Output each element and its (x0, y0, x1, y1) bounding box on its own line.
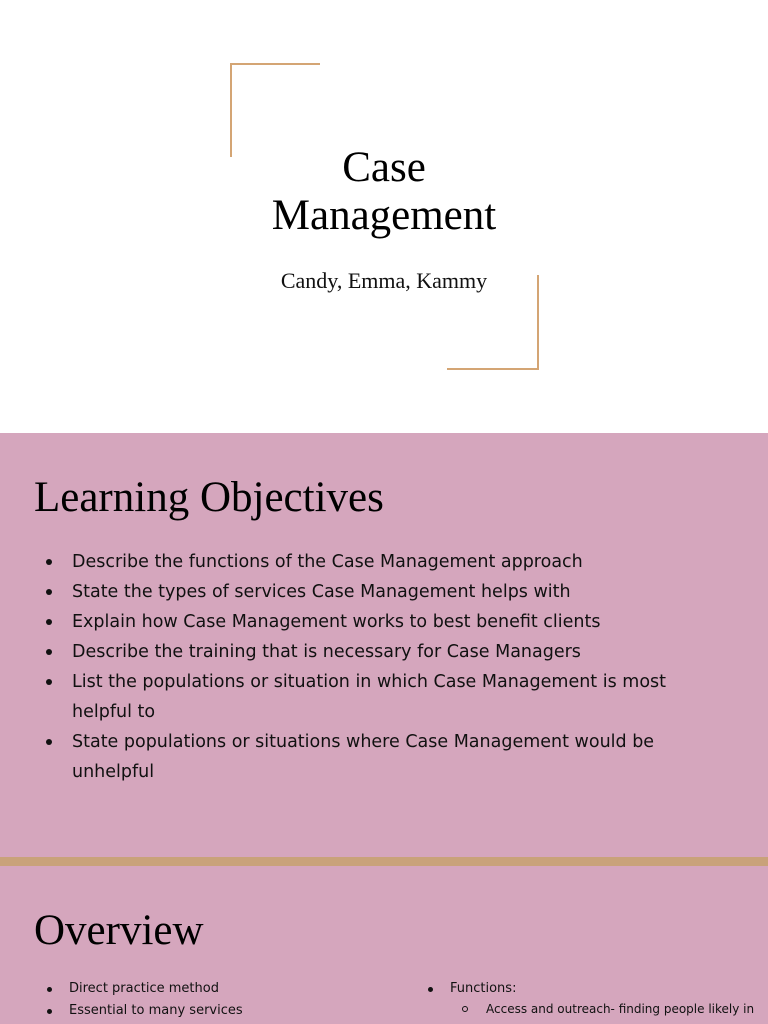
slide-heading: Learning Objectives (34, 474, 384, 521)
presentation-title (0, 144, 768, 240)
decorative-corner-top-left (230, 63, 320, 157)
slide-divider (0, 857, 768, 866)
list-item (425, 978, 754, 1018)
functions-sublist (450, 1000, 754, 1018)
list-item: Explain how Case Management works to best benefit clients (40, 607, 710, 637)
title-line-2: Management (271, 192, 497, 239)
slide-heading: Overview (34, 907, 204, 954)
overview-left-list (44, 978, 243, 1022)
list-item: Essential to many services (44, 1000, 243, 1022)
list-item: Direct practice method (44, 978, 243, 1000)
learning-objectives-slide (0, 433, 768, 857)
list-item: List the populations or situation in which Case Management is most helpful to (40, 667, 710, 727)
overview-slide (0, 866, 768, 1024)
title-slide (0, 0, 768, 432)
sub-list-item: Access and outreach- finding people likely in (462, 1000, 754, 1018)
title-line-1: Case (342, 144, 426, 191)
authors: Candy, Emma, Kammy (280, 268, 488, 293)
list-item: State the types of services Case Management helps with (40, 577, 710, 607)
functions-label: Functions: (450, 981, 517, 996)
overview-right-list (425, 978, 754, 1018)
list-item: State populations or situations where Case Management would be unhelpful (40, 727, 710, 787)
objectives-list (40, 547, 710, 787)
list-item: Describe the functions of the Case Management approach (40, 547, 710, 577)
list-item: Describe the training that is necessary for Case Managers (40, 637, 710, 667)
